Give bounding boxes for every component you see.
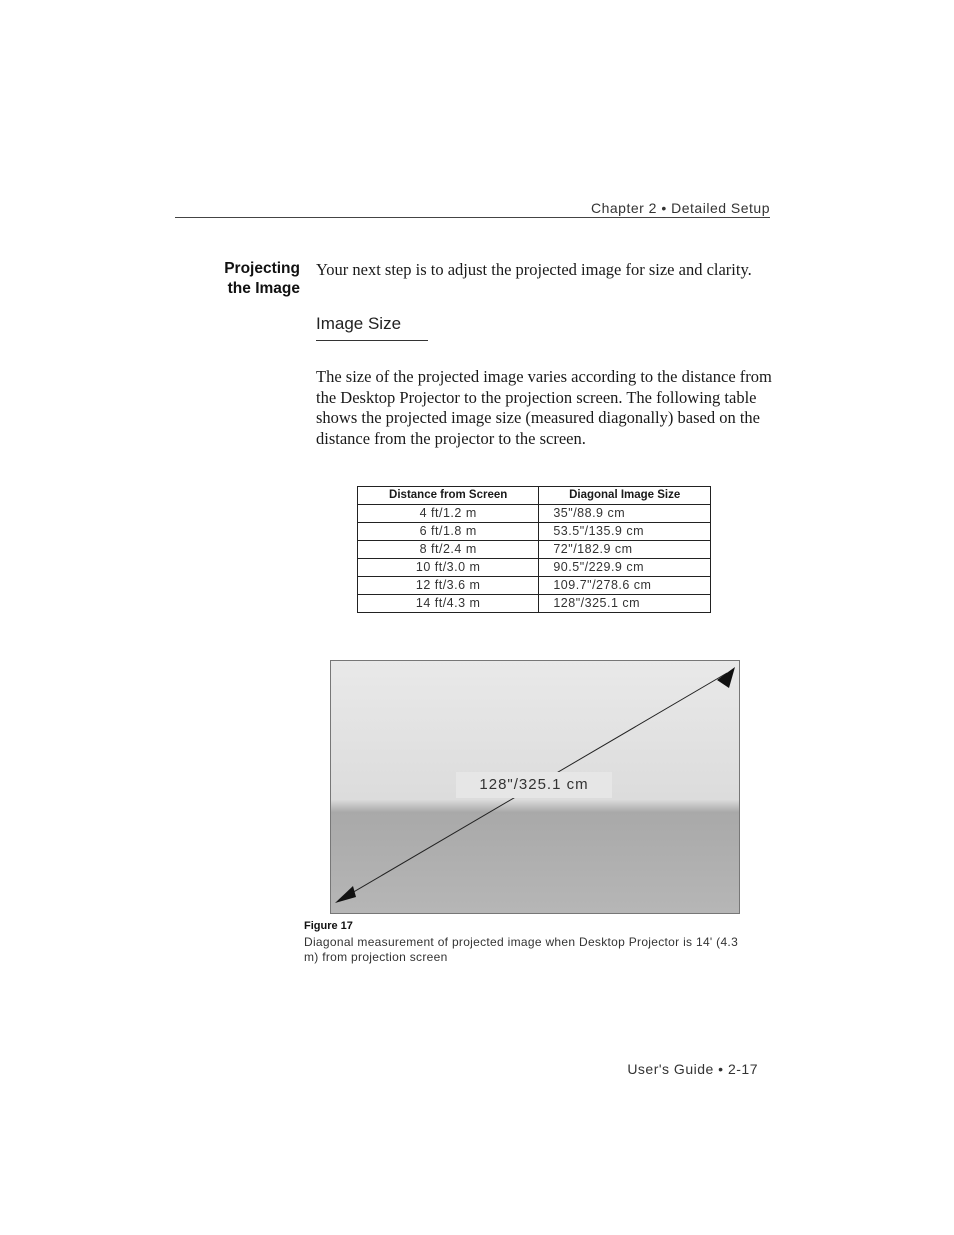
- section-heading: [180, 259, 300, 299]
- intro-text: Your next step is to adjust the projected image for size and clarity.: [316, 260, 752, 279]
- table-row: [358, 559, 711, 577]
- table-row: [358, 595, 711, 613]
- diagonal-cell: 53.5"/135.9 cm: [539, 523, 711, 541]
- figure-diagonal-label: 128"/325.1 cm: [456, 772, 612, 798]
- distance-cell: 6 ft/1.8 m: [358, 523, 539, 541]
- subheading-image-size: Image Size: [316, 314, 428, 341]
- header-rule: [175, 217, 770, 218]
- distance-cell: 14 ft/4.3 m: [358, 595, 539, 613]
- table-row: [358, 505, 711, 523]
- diagonal-cell: 72"/182.9 cm: [539, 541, 711, 559]
- column-header-distance: Distance from Screen: [358, 487, 539, 505]
- distance-cell: 10 ft/3.0 m: [358, 559, 539, 577]
- arrowhead-bottom-left: [335, 886, 356, 903]
- body-paragraph: The size of the projected image varies according to the distance from the Desktop Projector to the projection screen. The following table shows the projected image size (measured diagonally) based on the distance from the projector to the screen.: [316, 367, 772, 448]
- distance-cell: 8 ft/2.4 m: [358, 541, 539, 559]
- table-row: [358, 523, 711, 541]
- running-header: Chapter 2 • Detailed Setup: [590, 200, 770, 216]
- figure-caption: Diagonal measurement of projected image when Desktop Projector is 14' (4.3 m) from projection screen: [304, 935, 739, 964]
- table-row: [358, 541, 711, 559]
- image-size-table: [357, 486, 711, 613]
- column-header-diagonal: Diagonal Image Size: [539, 487, 711, 505]
- running-footer: User's Guide • 2-17: [627, 1061, 758, 1077]
- section-heading-line2: the Image: [227, 280, 300, 297]
- figure-number: Figure 17: [304, 920, 353, 932]
- table-header-row: [358, 487, 711, 505]
- distance-cell: 4 ft/1.2 m: [358, 505, 539, 523]
- table-row: [358, 577, 711, 595]
- distance-cell: 12 ft/3.6 m: [358, 577, 539, 595]
- diagonal-cell: 109.7"/278.6 cm: [539, 577, 711, 595]
- section-heading-line1: Projecting: [224, 260, 300, 277]
- diagonal-cell: 35"/88.9 cm: [539, 505, 711, 523]
- diagonal-cell: 90.5"/229.9 cm: [539, 559, 711, 577]
- projected-image-figure: [330, 660, 740, 914]
- diagonal-cell: 128"/325.1 cm: [539, 595, 711, 613]
